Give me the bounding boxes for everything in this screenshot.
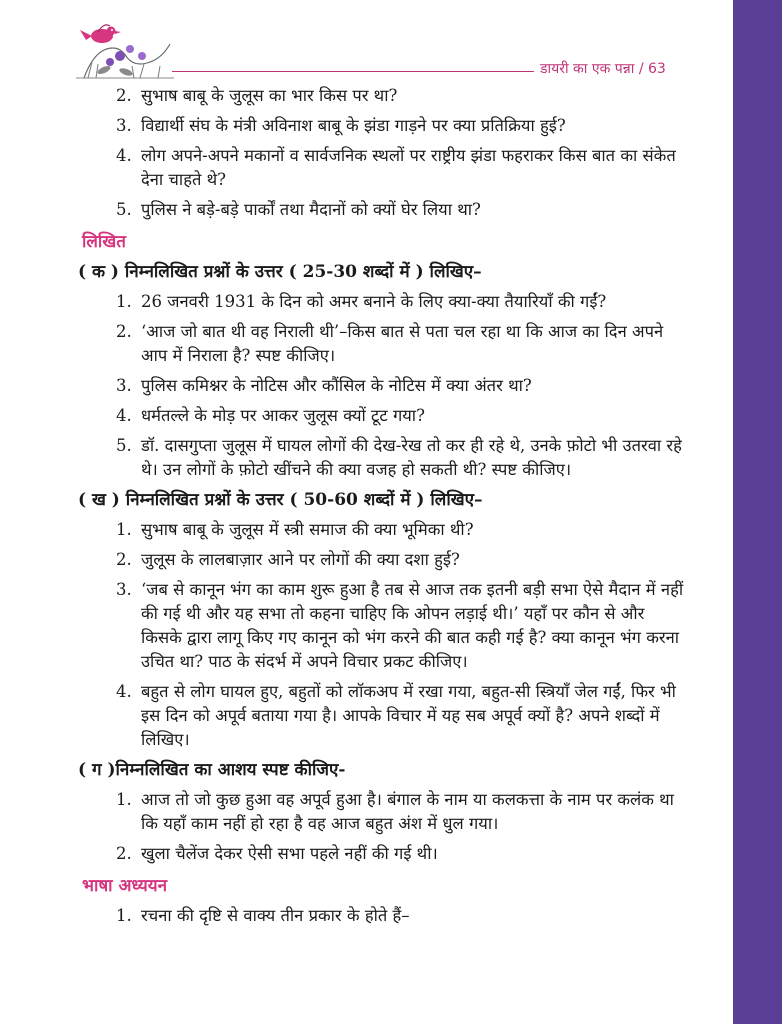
question-item (78, 374, 690, 398)
question-number: 2. (116, 844, 132, 863)
question-number: 2. (116, 550, 132, 569)
question-item (78, 198, 690, 222)
question-item (78, 404, 690, 428)
page-edge-band (733, 0, 782, 1024)
section-title-bhasha: भाषा अध्ययन (82, 876, 168, 896)
question-text: आज तो जो कुछ हुआ वह अपूर्व हुआ है। बंगाल के नाम या कलकत्ता के नाम पर कलंक था कि यहाँ काम नहीं हो रहा है वह आज बहुत अंश में धुल गया। (141, 790, 674, 833)
question-number: 4. (116, 682, 132, 701)
question-item (78, 548, 690, 572)
question-text: लोग अपने-अपने मकानों व सार्वजनिक स्थलों पर राष्ट्रीय झंडा फहराकर किस बात का संकेत देना चाहते थे? (141, 146, 676, 189)
question-text: डॉ. दासगुप्ता जुलूस में घायल लोगों की देख-रेख तो कर ही रहे थे, उनके फ़ोटो भी उतरवा रहे थे। उन लोगों के फ़ोटो खींचने की क्या वजह हो सकती थी? स्पष्ट कीजिए। (141, 436, 682, 479)
question-number: 5. (116, 200, 132, 219)
question-text: ‘जब से कानून भंग का काम शुरू हुआ है तब से आज तक इतनी बड़ी सभा ऐसे मैदान में नहीं की गई थी और यह सभा तो कहना चाहिए कि ओपन लड़ाई थी।’ यहाँ पर कौन से और किसके द्वारा लागू किए गए कानून को भंग करने की बात कही गई है? क्या कानून भंग करना उचित था? पाठ के संदर्भ में अपने विचार प्रकट कीजिए। (141, 580, 684, 671)
question-number: 4. (116, 406, 132, 425)
question-text: बहुत से लोग घायल हुए, बहुतों को लॉकअप में रखा गया, बहुत-सी स्त्रियाँ जेल गईं, फिर भी इस दिन को अपूर्व बताया गया है। आपके विचार में यह सब अपूर्व क्यों है? अपने शब्दों में लिखिए। (141, 682, 676, 749)
subsection-heading-kha: ( ख ) निम्नलिखित प्रश्नों के उत्तर ( 50-60 शब्दों में ) लिखिए– (78, 490, 483, 510)
question-number: 3. (116, 376, 132, 395)
question-text: विद्यार्थी संघ के मंत्री अविनाश बाबू के झंडा गाड़ने पर क्या प्रतिक्रिया हुई? (141, 116, 566, 135)
page-body (78, 84, 690, 934)
subsection-heading-ga: ( ग )निम्नलिखित का आशय स्पष्ट कीजिए- (78, 760, 346, 780)
question-item (78, 680, 690, 752)
question-item (78, 578, 690, 674)
question-text: धर्मतल्ले के मोड़ पर आकर जुलूस क्यों टूट गया? (141, 406, 425, 425)
question-item (78, 788, 690, 836)
bird-flower-ornament (74, 16, 176, 80)
question-text: जुलूस के लालबाज़ार आने पर लोगों की क्या दशा हुई? (141, 550, 460, 569)
section-title-likhit: लिखित (82, 232, 126, 252)
question-number: 2. (116, 322, 132, 341)
question-item (78, 290, 690, 314)
question-number: 2. (116, 86, 132, 105)
question-number: 3. (116, 116, 132, 135)
question-number: 1. (116, 906, 132, 925)
question-text: पुलिस ने बड़े-बड़े पार्कों तथा मैदानों को क्यों घेर लिया था? (141, 200, 481, 219)
question-text: रचना की दृष्टि से वाक्य तीन प्रकार के होते हैं– (141, 906, 410, 925)
question-number: 1. (116, 520, 132, 539)
question-text: सुभाष बाबू के जुलूस में स्त्री समाज की क्या भूमिका थी? (141, 520, 474, 539)
question-number: 4. (116, 146, 132, 165)
question-item (78, 114, 690, 138)
question-item (78, 320, 690, 368)
question-text: सुभाष बाबू के जुलूस का भार किस पर था? (141, 86, 398, 105)
question-number: 5. (116, 436, 132, 455)
question-text: पुलिस कमिश्नर के नोटिस और कौंसिल के नोटिस में क्या अंतर था? (141, 376, 532, 395)
question-item (78, 434, 690, 482)
header-rule (172, 71, 534, 72)
question-text: ‘आज जो बात थी वह निराली थी’–किस बात से पता चल रहा था कि आज का दिन अपने आप में निराला है? स्पष्ट कीजिए। (141, 322, 664, 365)
subsection-heading-ka: ( क ) निम्नलिखित प्रश्नों के उत्तर ( 25-30 शब्दों में ) लिखिए– (78, 262, 482, 282)
question-item (78, 842, 690, 866)
question-item (78, 84, 690, 108)
question-item (78, 904, 690, 928)
question-item (78, 144, 690, 192)
question-item (78, 518, 690, 542)
question-text: 26 जनवरी 1931 के दिन को अमर बनाने के लिए क्या-क्या तैयारियाँ की गईं? (141, 292, 607, 311)
question-number: 1. (116, 292, 132, 311)
running-header: डायरी का एक पन्ना / 63 (540, 61, 666, 77)
question-number: 3. (116, 580, 132, 599)
question-text: खुला चैलेंज देकर ऐसी सभा पहले नहीं की गई थी। (141, 844, 438, 863)
question-number: 1. (116, 790, 132, 809)
